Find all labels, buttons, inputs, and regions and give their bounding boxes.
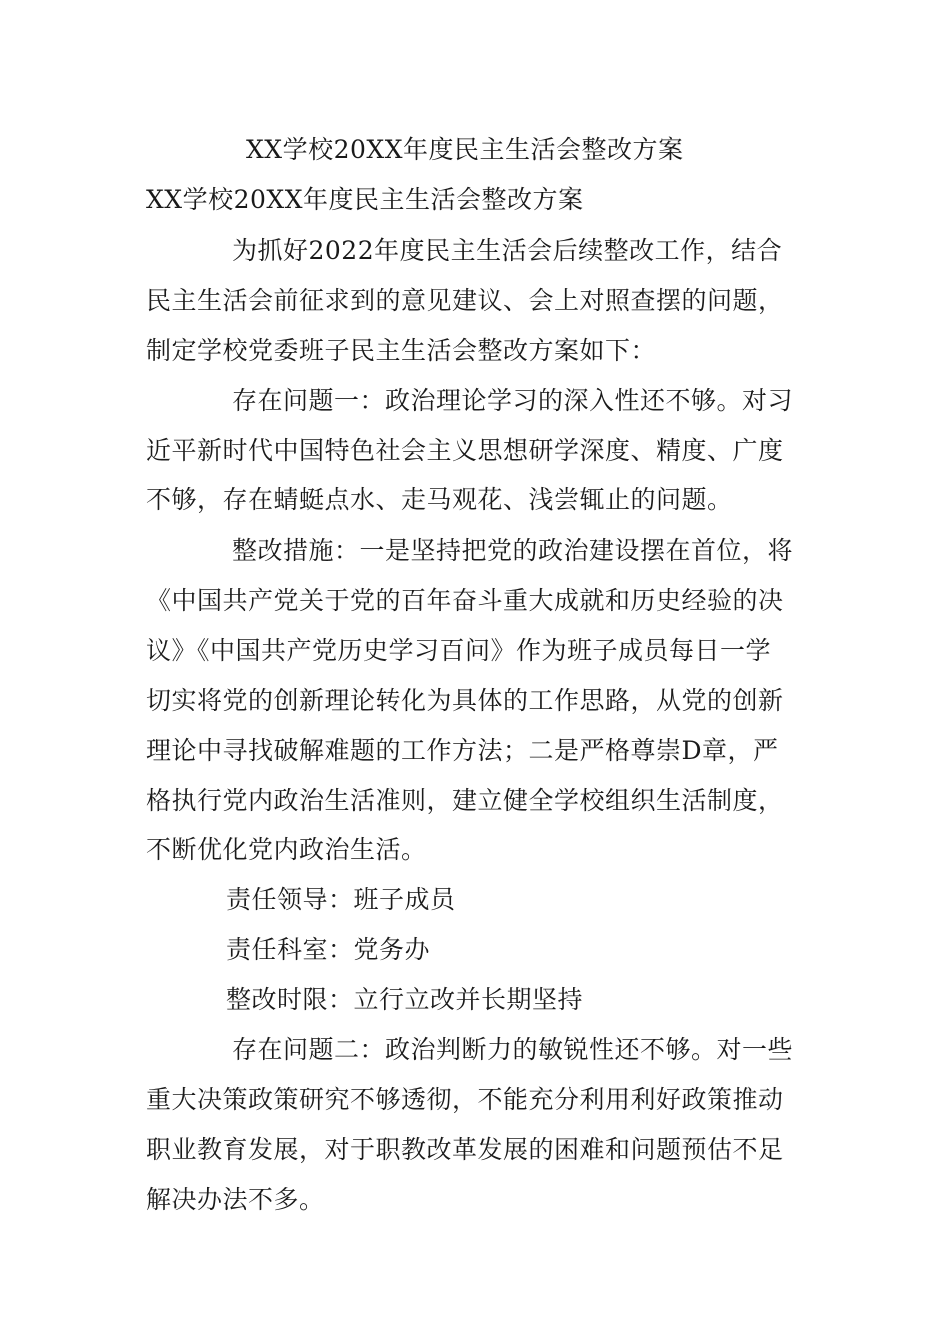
paragraph-line: 民主生活会前征求到的意见建议、会上对照查摆的问题， [146,286,784,315]
responsible-leader: 责任领导：班子成员 [226,885,456,914]
paragraph-line: 《中国共产党关于党的百年奋斗重大成就和历史经验的决 [146,586,784,615]
responsible-office: 责任科室：党务办 [226,935,431,964]
paragraph-line: 切实将党的创新理论转化为具体的工作思路，从党的创新 [146,686,784,715]
paragraph-line: 存在问题一：政治理论学习的深入性还不够。对习 [232,386,794,415]
paragraph-line: 存在问题二：政治判断力的敏锐性还不够。对一些 [232,1035,794,1064]
paragraph-line: 解决办法不多。 [146,1185,325,1214]
paragraph-line: 职业教育发展，对于职教改革发展的困难和问题预估不足 [146,1135,784,1164]
paragraph-line: 为抓好2022年度民主生活会后续整改工作，结合 [232,236,783,265]
paragraph-line: 近平新时代中国特色社会主义思想研学深度、精度、广度 [146,436,784,465]
paragraph-line: 格执行党内政治生活准则，建立健全学校组织生活制度， [146,786,784,815]
paragraph-line: 议》《中国共产党历史学习百问》作为班子成员每日一学 [146,636,772,665]
rectification-deadline: 整改时限：立行立改并长期坚持 [226,985,584,1014]
paragraph-line: 重大决策政策研究不够透彻，不能充分利用利好政策推动 [146,1085,784,1114]
paragraph-line: 不断优化党内政治生活。 [146,835,427,864]
document-subtitle: XX学校20XX年度民主生活会整改方案 [146,185,584,214]
paragraph-line: 整改措施：一是坚持把党的政治建设摆在首位，将 [232,536,794,565]
document-title: XX学校20XX年度民主生活会整改方案 [246,135,684,164]
paragraph-line: 不够，存在蜻蜓点水、走马观花、浅尝辄止的问题。 [146,485,733,514]
paragraph-line: 理论中寻找破解难题的工作方法；二是严格尊崇D章，严 [146,736,779,765]
paragraph-line: 制定学校党委班子民主生活会整改方案如下： [146,336,657,365]
